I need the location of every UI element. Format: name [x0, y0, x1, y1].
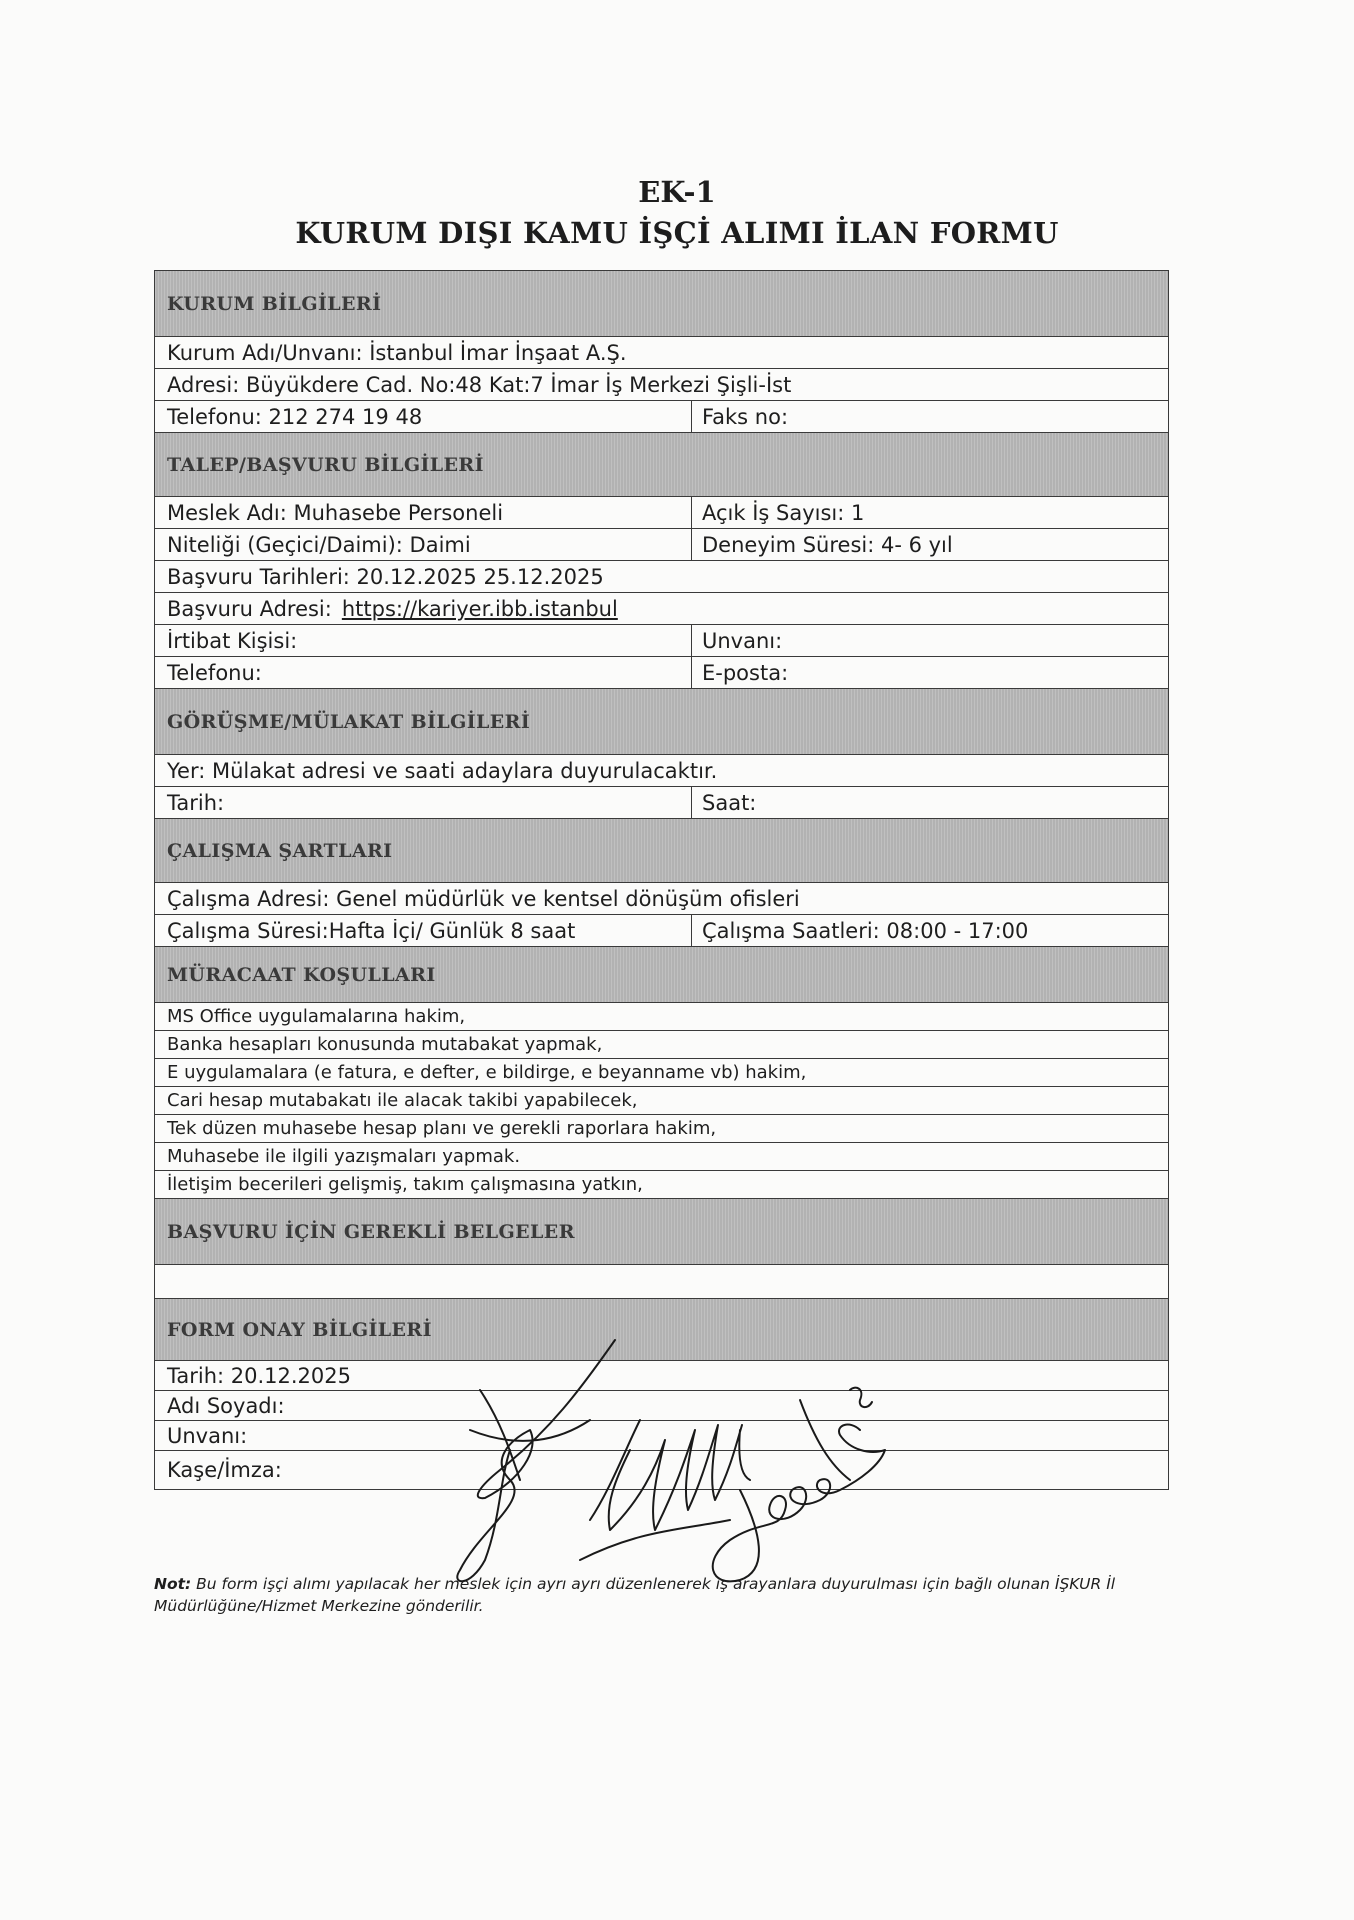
mulakat-tarih: Tarih: — [167, 790, 225, 815]
row-kurum-adi — [155, 337, 1168, 369]
section-gorusme: GÖRÜŞME/MÜLAKAT BİLGİLERİ — [155, 689, 1168, 755]
list-item — [155, 1143, 1168, 1171]
list-item — [155, 1031, 1168, 1059]
mulakat-yer: Yer: Mülakat adresi ve saati adaylara duyurulacaktır. — [167, 758, 718, 783]
calisma-suresi: Çalışma Süresi:Hafta İçi/ Günlük 8 saat — [167, 918, 576, 943]
onay-kase-imza: Kaşe/İmza: — [167, 1458, 282, 1482]
row-meslek — [155, 497, 1168, 529]
row-kurum-adres — [155, 369, 1168, 401]
row-niteligi — [155, 529, 1168, 561]
row-yer — [155, 755, 1168, 787]
section-muracaat: MÜRACAAT KOŞULLARI — [155, 947, 1168, 1003]
onay-unvani: Unvanı: — [167, 1423, 248, 1448]
list-item — [155, 1171, 1168, 1199]
basvuru-adresi-label: Başvuru Adresi: — [167, 596, 332, 621]
row-onay-unvani — [155, 1421, 1168, 1451]
meslek-adi: Meslek Adı: Muhasebe Personeli — [167, 500, 504, 525]
list-item — [155, 1059, 1168, 1087]
note-text: Bu form işçi alımı yapılacak her meslek için ayrı ayrı düzenlenerek iş arayanlara duyurulması için bağlı olunan İŞKUR İl Müdürlüğüne/Hizmet Merkezine gönderilir. — [154, 1575, 1116, 1615]
muracaat-item-4: Cari hesap mutabakatı ile alacak takibi yapabilecek, — [167, 1090, 638, 1111]
footer-note — [154, 1573, 1174, 1617]
title-ek: EK-1 — [638, 175, 716, 209]
section-onay: FORM ONAY BİLGİLERİ — [155, 1299, 1168, 1361]
onay-adi-soyadi: Adı Soyadı: — [167, 1393, 285, 1418]
kurum-adi: Kurum Adı/Unvanı: İstanbul İmar İnşaat A.Ş. — [167, 340, 627, 365]
form-table — [154, 270, 1169, 1490]
muracaat-item-5: Tek düzen muhasebe hesap planı ve gerekli raporlara hakim, — [167, 1118, 717, 1139]
section-belgeler: BAŞVURU İÇİN GEREKLİ BELGELER — [155, 1199, 1168, 1265]
row-basvuru-adresi — [155, 593, 1168, 625]
title-main: KURUM DIŞI KAMU İŞÇİ ALIMI İLAN FORMU — [295, 216, 1059, 250]
section-kurum: KURUM BİLGİLERİ — [155, 271, 1168, 337]
row-onay-adi — [155, 1391, 1168, 1421]
calisma-saatleri: Çalışma Saatleri: 08:00 - 17:00 — [691, 915, 1168, 946]
row-tarih-saat — [155, 787, 1168, 819]
section-calisma: ÇALIŞMA ŞARTLARI — [155, 819, 1168, 883]
acik-is-sayisi: Açık İş Sayısı: 1 — [691, 497, 1168, 528]
form-title — [0, 172, 1354, 254]
row-basvuru-tarihleri — [155, 561, 1168, 593]
basvuru-tarihleri: Başvuru Tarihleri: 20.12.2025 25.12.2025 — [167, 564, 604, 589]
row-irtibat — [155, 625, 1168, 657]
irtibat-eposta: E-posta: — [691, 657, 1168, 688]
onay-tarih: Tarih: 20.12.2025 — [167, 1363, 351, 1388]
list-item — [155, 1087, 1168, 1115]
mulakat-saat: Saat: — [691, 787, 1168, 818]
list-item — [155, 1115, 1168, 1143]
kurum-telefon: Telefonu: 212 274 19 48 — [167, 404, 423, 429]
basvuru-adresi — [155, 597, 618, 621]
kurum-faks: Faks no: — [691, 401, 1168, 432]
list-item — [155, 1003, 1168, 1031]
muracaat-item-2: Banka hesapları konusunda mutabakat yapmak, — [167, 1034, 603, 1055]
irtibat-telefonu: Telefonu: — [167, 660, 262, 685]
row-calisma-sure — [155, 915, 1168, 947]
calisma-adresi: Çalışma Adresi: Genel müdürlük ve kentsel dönüşüm ofisleri — [167, 886, 800, 911]
row-onay-tarih — [155, 1361, 1168, 1391]
row-iletisim — [155, 657, 1168, 689]
note-label: Not: — [154, 1575, 192, 1593]
muracaat-item-3: E uygulamalara (e fatura, e defter, e bildirge, e beyanname vb) hakim, — [167, 1062, 807, 1083]
row-onay-kase — [155, 1451, 1168, 1489]
row-kurum-telefon — [155, 401, 1168, 433]
row-calisma-adres — [155, 883, 1168, 915]
muracaat-item-6: Muhasebe ile ilgili yazışmaları yapmak. — [167, 1146, 521, 1167]
muracaat-item-1: MS Office uygulamalarına hakim, — [167, 1006, 466, 1027]
basvuru-adresi-link[interactable]: https://kariyer.ibb.istanbul — [341, 596, 618, 621]
muracaat-item-7: İletişim becerileri gelişmiş, takım çalışmasına yatkın, — [167, 1174, 643, 1195]
irtibat-unvani: Unvanı: — [691, 625, 1168, 656]
section-talep: TALEP/BAŞVURU BİLGİLERİ — [155, 433, 1168, 497]
kurum-adres: Adresi: Büyükdere Cad. No:48 Kat:7 İmar İş Merkezi Şişli-İst — [167, 372, 792, 397]
deneyim-suresi: Deneyim Süresi: 4- 6 yıl — [691, 529, 1168, 560]
irtibat-kisisi: İrtibat Kişisi: — [167, 628, 298, 653]
niteligi: Niteliği (Geçici/Daimi): Daimi — [167, 532, 471, 557]
row-belgeler-empty — [155, 1265, 1168, 1299]
